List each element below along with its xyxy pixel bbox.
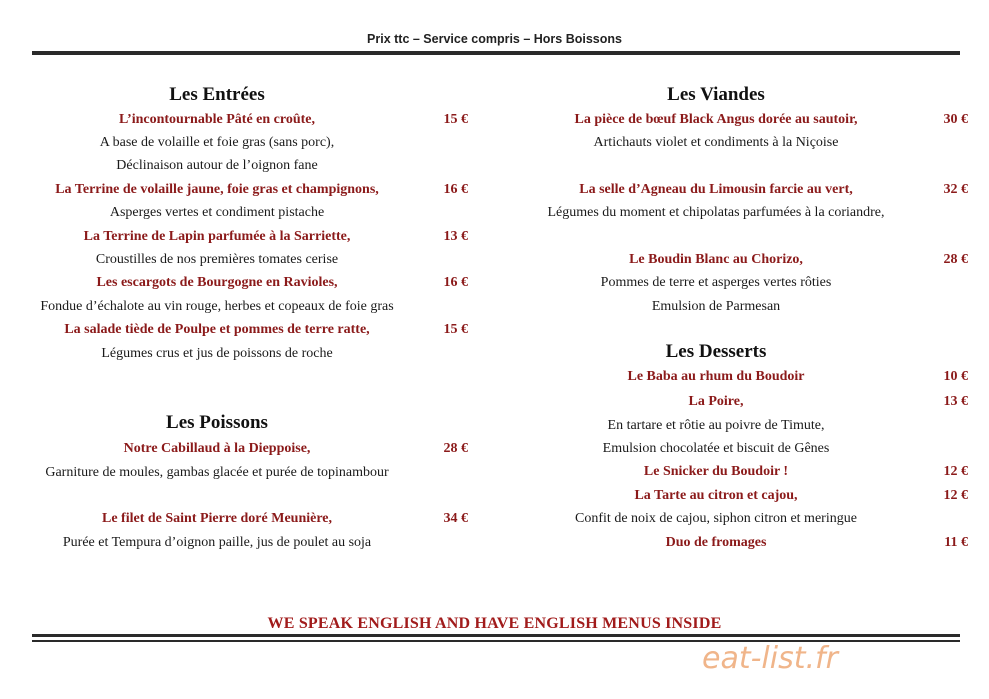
dish-price: 34 € xyxy=(443,511,468,526)
menu-header: Prix ttc – Service compris – Hors Boissons xyxy=(367,32,622,46)
dish-price: 30 € xyxy=(943,112,968,127)
dish-price: 28 € xyxy=(943,252,968,267)
dish-price: 12 € xyxy=(943,464,968,479)
dish-name: La Poire, xyxy=(688,394,744,409)
dish-price: 12 € xyxy=(943,488,968,503)
dish-description: Légumes du moment et chipolatas parfumées à la coriandre, xyxy=(547,205,885,220)
dish-description: Garniture de moules, gambas glacée et purée de topinambour xyxy=(45,465,389,480)
dish-description: Croustilles de nos premières tomates cerise xyxy=(95,252,339,267)
dish-description: Fondue d’échalote au vin rouge, herbes et copeaux de foie gras xyxy=(40,299,394,314)
dish-description: Emulsion de Parmesan xyxy=(651,299,781,314)
dish-price: 32 € xyxy=(943,182,968,197)
dish-description: Asperges vertes et condiment pistache xyxy=(109,205,325,220)
dish-name: Les escargots de Bourgogne en Ravioles, xyxy=(96,275,338,290)
dish-description: Purée et Tempura d’oignon paille, jus de poulet au soja xyxy=(62,535,372,550)
dish-name: L’incontournable Pâté en croûte, xyxy=(119,112,315,127)
dish-name: Le filet de Saint Pierre doré Meunière, xyxy=(101,511,333,526)
dish-description: A base de volaille et foie gras (sans porc), xyxy=(99,135,335,150)
dish-description: Emulsion chocolatée et biscuit de Gênes xyxy=(602,441,830,456)
section-title-viandes: Les Viandes xyxy=(667,84,765,105)
dish-name: La selle d’Agneau du Limousin farcie au vert, xyxy=(579,182,853,197)
dish-name: La salade tiède de Poulpe et pommes de terre ratte, xyxy=(64,322,370,337)
dish-description: Confit de noix de cajou, siphon citron et meringue xyxy=(575,511,857,526)
dish-price: 10 € xyxy=(943,369,968,384)
dish-name: La pièce de bœuf Black Angus dorée au sautoir, xyxy=(574,112,858,127)
footer-rule-thick xyxy=(32,634,960,637)
dish-price: 16 € xyxy=(443,275,468,290)
dish-price: 15 € xyxy=(443,112,468,127)
header-rule xyxy=(32,51,960,55)
dish-price: 15 € xyxy=(443,322,468,337)
dish-name: Le Baba au rhum du Boudoir xyxy=(627,369,805,384)
dish-price: 13 € xyxy=(943,394,968,409)
section-title-desserts: Les Desserts xyxy=(665,341,767,362)
dish-description: Légumes crus et jus de poissons de roche xyxy=(101,346,333,361)
dish-name: La Terrine de volaille jaune, foie gras et champignons, xyxy=(55,182,379,197)
dish-price: 16 € xyxy=(443,182,468,197)
site-watermark: eat-list.fr xyxy=(702,641,838,676)
section-title-poissons: Les Poissons xyxy=(166,412,268,433)
dish-description: Déclinaison autour de l’oignon fane xyxy=(116,158,318,173)
dish-price: 28 € xyxy=(443,441,468,456)
dish-name: Duo de fromages xyxy=(665,535,767,550)
dish-name: Le Snicker du Boudoir ! xyxy=(643,464,789,479)
section-title-entrees: Les Entrées xyxy=(169,84,265,105)
dish-price: 11 € xyxy=(944,535,968,550)
english-menu-note: WE SPEAK ENGLISH AND HAVE ENGLISH MENUS INSIDE xyxy=(267,615,722,632)
dish-description: Pommes de terre et asperges vertes rôties xyxy=(600,275,832,290)
dish-price: 13 € xyxy=(443,229,468,244)
dish-name: La Tarte au citron et cajou, xyxy=(634,488,798,503)
dish-name: Notre Cabillaud à la Dieppoise, xyxy=(123,441,311,456)
dish-name: La Terrine de Lapin parfumée à la Sarriette, xyxy=(83,229,351,244)
dish-name: Le Boudin Blanc au Chorizo, xyxy=(629,252,803,267)
dish-description: Artichauts violet et condiments à la Niçoise xyxy=(593,135,839,150)
dish-description: En tartare et rôtie au poivre de Timute, xyxy=(607,418,825,433)
